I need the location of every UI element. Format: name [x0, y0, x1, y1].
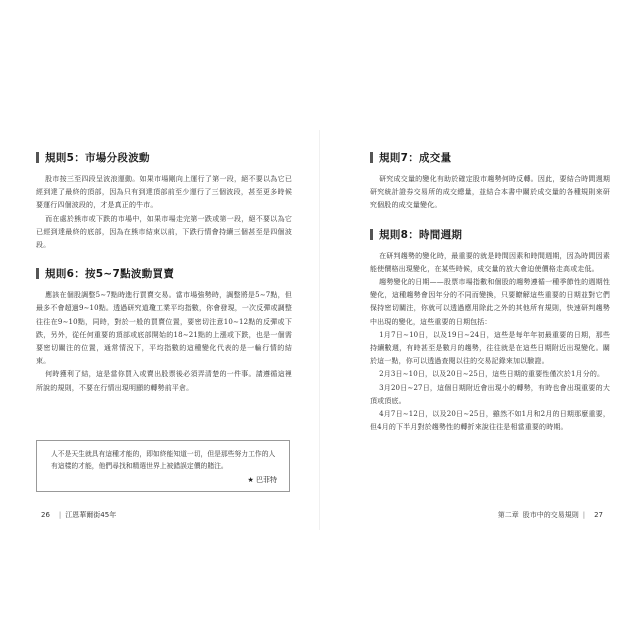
- rule6-paragraph-1: 應該在個股調整5∼7點時進行買賣交易。當市場強勢時，調整將是5∼7點，但最多不會超過9∼10點。透過研究道瓊工業平均指數，你會發現，一次反彈或調整往往在9∼10點，同時，對於一般的買賣位置，要密切注意10∼12點的反彈或下跌，另外，從任何重要的頂部或底部開始的18∼21點的上漲或下跌，也是一個需要密切關注的位置，通常情況下，平均指數的這種變化代表的是一輪行情的結束。: [36, 291, 292, 366]
- rule7-paragraph-1: 研究成交量的變化有助於確定股市趨勢何時反轉。因此，要結合時間週期研究統計證券交易所的成交總量，並結合本書中關於成交量的各種規則來研究個股的成交量變化。: [370, 175, 610, 210]
- chapter-label: 第二章: [497, 511, 519, 519]
- rule5-paragraph-1: 股市按三至四段呈波浪運動。如果市場剛向上運行了第一段，絕不要以為它已經到達了最終的頂部，因為只有到達頂部前至少運行了三個波段，甚至更多時候要運行四個波段的，才是真正的牛市。: [36, 175, 292, 210]
- rule5-heading-text: 規則5：市場分段波動: [45, 152, 150, 164]
- rule6-heading: [36, 266, 292, 281]
- rule5-paragraph-2: 而在處於熊市或下跌的市場中，如果市場走完第一跌或第一段，絕不要以為它已經到達最終的底部，因為在熊市結束以前，下跌行情會持續三個甚至是四個波段。: [36, 214, 292, 250]
- footer-divider: |: [58, 511, 62, 519]
- left-page-number: 26: [41, 511, 50, 519]
- heading-marker: [370, 152, 373, 163]
- rule6-heading-text: 規則6：按5∼7點波動買賣: [45, 268, 175, 281]
- rule8-paragraph-1: 在研判趨勢的變化時，最重要的就是時間因素和時間週期，因為時間因素能使價格出現變化，在某些時候，成交量的放大會迫使價格走高或走低。: [370, 251, 610, 273]
- quote-text: 人不是天生就具有這種才能的，即如終能知道一切，但是那些努力工作的人有這樣的才能，他們尋找和精選世界上被錯誤定價的賭注。: [51, 450, 276, 470]
- rule8-heading-text: 規則8：時間週期: [379, 228, 463, 241]
- footer-divider: |: [582, 511, 586, 519]
- quote-attribution: ★ 巴菲特: [247, 476, 277, 484]
- left-text-column: [36, 150, 292, 395]
- rule8-paragraph-4: 2月3日∼10日，以及20日∼25日，這些日期的重要性僅次於1月分的。: [379, 370, 605, 379]
- right-footer: [498, 510, 608, 520]
- rule5-heading: [36, 150, 292, 165]
- book-title: 江恩華爾街45年: [65, 511, 117, 519]
- rule7-heading-text: 規則7：成交量: [379, 152, 452, 164]
- rule6-paragraph-2: 何時獲利了結，這是當你買入或賣出股票後必須弄清楚的一件事。請遵循這裡所說的規則，不要在行情出現明顯的轉勢前平倉。: [36, 370, 292, 392]
- rule8-paragraph-3: 1月7日∼10日，以及19日∼24日，這些是每年年初最重要的日期，那些持續數週，有時甚至是數月的趨勢，往往就是在這些日期附近出現變化。關於這一點，你可以透過查閱以往的交易記錄來加以驗證。: [370, 330, 610, 366]
- left-footer: [36, 510, 116, 520]
- rule8-paragraph-5: 3月20日∼27日，這個日期附近會出現小的轉勢，有時也會出現重要的大頂或頂底。: [370, 383, 610, 405]
- right-page-number: 27: [594, 511, 603, 519]
- quote-box: [36, 440, 290, 492]
- rule8-heading: [370, 227, 610, 242]
- rule7-heading: [370, 150, 610, 165]
- rule8-paragraph-2: 趨勢變化的日期——股票市場指數和個股的趨勢遵循一種季節性的週期性變化，這種趨勢會因年分的不同而變換，只要瞭解這些重要的日期並對它們保持密切關注，你就可以透過應用除此之外的其他所有規則，快速研判趨勢中出現的變化，這些重要的日期包括：: [370, 278, 610, 326]
- right-text-column: [370, 150, 610, 434]
- heading-marker: [36, 152, 39, 163]
- chapter-title: 股市中的交易規則: [522, 511, 579, 519]
- rule8-paragraph-6: 4月7日∼12日，以及20日∼25日，雖然不如1月和2月的日期那麼重要，但4月的下半月對於趨勢性的轉折來說往往是相當重要的時期。: [370, 410, 610, 432]
- heading-marker: [370, 229, 373, 240]
- heading-marker: [36, 268, 39, 279]
